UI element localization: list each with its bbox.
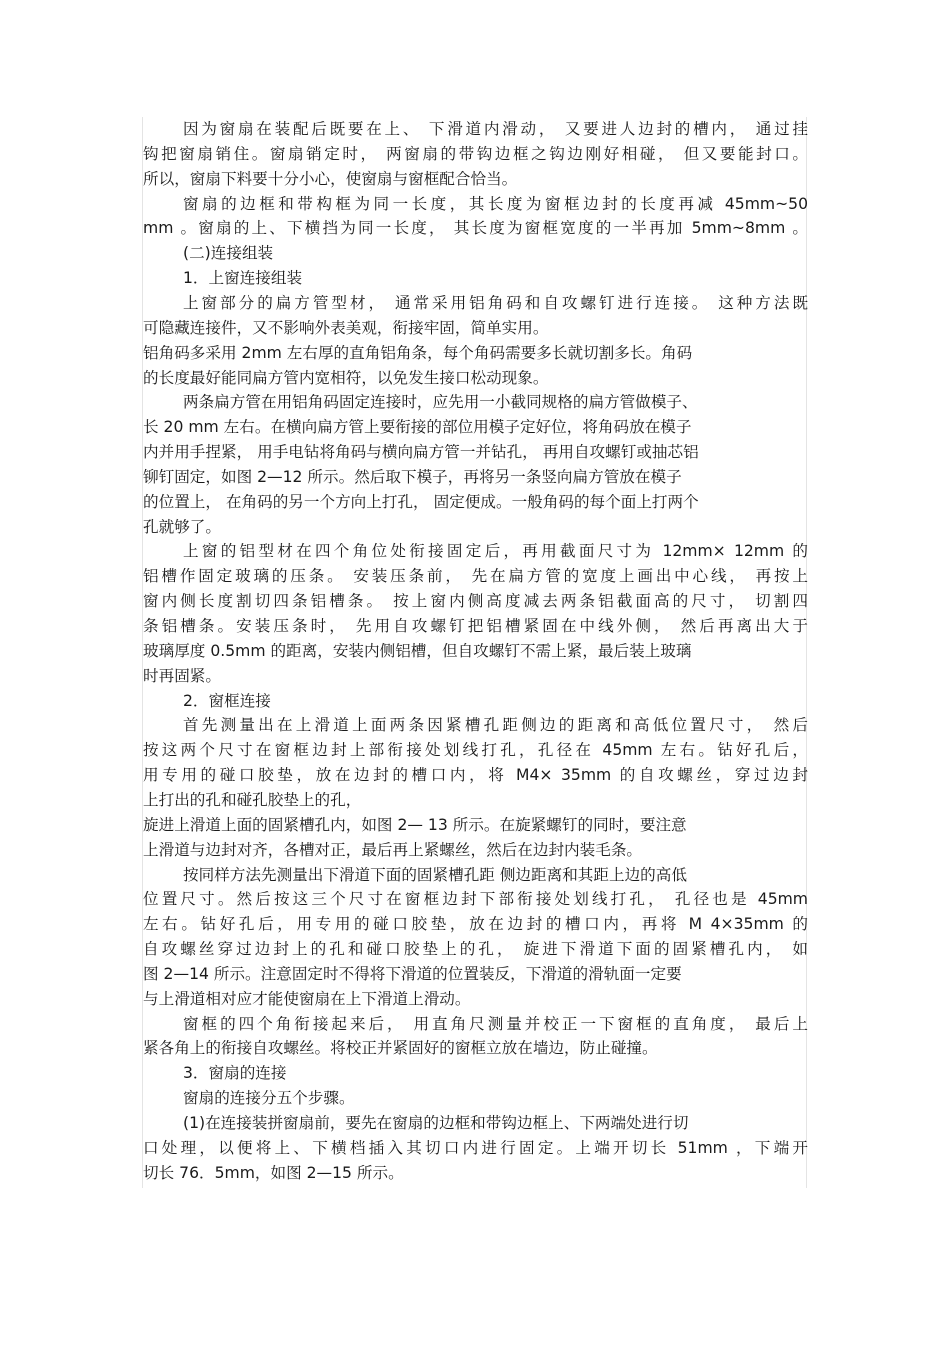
text-line: 与上滑道相对应才能使窗扇在上下滑道上滑动。 [143, 989, 471, 1008]
text-line: 窗框的四个角衔接起来后， 用直角尺测量并校正一下窗框的直角度， 最后上 [183, 1014, 808, 1033]
text-line: 按同样方法先测量出下滑道下面的固紧槽孔距 侧边距离和其距上边的高低 [183, 865, 687, 884]
text-line: 2．窗框连接 [183, 691, 271, 710]
text-line: 上滑道与边封对齐，各槽对正，最后再上紧螺丝，然后在边封内装毛条。 [143, 840, 643, 859]
text-line: 自攻螺丝穿过边封上的孔和碰口胶垫上的孔， 旋进下滑道下面的固紧槽孔内， 如 [143, 940, 808, 959]
text-line: 窗扇的边框和带构框为同一长度，其长度为窗框边封的长度再减 45mm~50 [183, 194, 808, 213]
text-line: 切长 76．5mm，如图 2—15 所示。 [143, 1163, 404, 1182]
text-line: 铝槽作固定玻璃的压条。 安装压条前， 先在扁方管的宽度上画出中心线， 再按上 [143, 567, 808, 586]
text-line: 铝角码多采用 2mm 左右厚的直角铝角条，每个角码需要多长就切割多长。角码 [143, 343, 693, 362]
text-line: (二)连接组装 [183, 244, 274, 263]
text-line: 孔就够了。 [143, 517, 221, 536]
text-line: 的位置上， 在角码的另一个方向上打孔， 固定便成。一般角码的每个面上打两个 [143, 492, 699, 511]
text-line: 铆钉固定，如图 2—12 所示。然后取下模子，再将另一条竖向扁方管放在模子 [143, 467, 682, 486]
text-line: 3．窗扇的连接 [183, 1064, 287, 1083]
text-line: 内并用手捏紧， 用手电钻将角码与横向扁方管一并钻孔， 再用自攻螺钉或抽芯铝 [143, 443, 699, 462]
text-line: 玻璃厚度 0.5mm 的距离，安装内侧铝槽，但自攻螺钉不需上紧，最后装上玻璃 [143, 641, 692, 660]
text-line: 上窗部分的扁方管型材， 通常采用铝角码和自攻螺钉进行连接。 这种方法既 [183, 293, 808, 312]
text-line: mm 。窗扇的上、下横挡为同一长度， 其长度为窗框宽度的一半再加 5mm~8mm 。 [143, 219, 808, 238]
text-line: 因为窗扇在装配后既要在上、 下滑道内滑动， 又要进人边封的槽内， 通过挂 [183, 120, 808, 138]
text-line: 条铝槽条。安装压条时， 先用自攻螺钉把铝槽紧固在中线外侧， 然后再离出大于 [143, 617, 808, 635]
text-line: 可隐藏连接件，又不影响外表美观，衔接牢固，简单实用。 [143, 318, 549, 337]
text-line: 紧各角上的衔接自攻螺丝。将校正并紧固好的窗框立放在墙边，防止碰撞。 [143, 1039, 658, 1058]
text-line: 所以，窗扇下料要十分小心，使窗扇与窗框配合恰当。 [143, 169, 518, 188]
document-body [142, 117, 807, 1188]
text-line: 按这两个尺寸在窗框边封上部衔接处划线打孔，孔径在 45mm 左右。钻好孔后， [143, 741, 808, 760]
text-line: 窗内侧长度割切四条铝槽条。 按上窗内侧高度减去两条铝截面高的尺寸， 切割四 [143, 592, 808, 611]
text-line: 长 20 mm 左右。在横向扁方管上要衔接的部位用模子定好位，将角码放在模子 [143, 418, 692, 437]
text-line: 的长度最好能同扁方管内宽相符，以免发生接口松动现象。 [143, 368, 549, 387]
text-line: (1)在连接装拼窗扇前，要先在窗扇的边框和带钩边框上、下两端处进行切 [183, 1114, 689, 1132]
text-line: 口处理，以便将上、下横档插入其切口内进行固定。上端开切长 51mm ，下端开 [143, 1138, 808, 1157]
text-line: 左右。钻好孔后，用专用的碰口胶垫，放在边封的槽口内，再将 M 4×35mm 的 [143, 915, 808, 934]
text-line: 旋进上滑道上面的固紧槽孔内，如图 2— 13 所示。在旋紧螺钉的同时，要注意 [143, 815, 687, 834]
text-line: 首先测量出在上滑道上面两条因紧槽孔距侧边的距离和高低位置尺寸， 然后 [183, 716, 808, 735]
text-line: 时再固紧。 [143, 666, 221, 685]
text-line: 上窗的铝型材在四个角位处衔接固定后，再用截面尺寸为 12mm× 12mm 的 [183, 542, 808, 561]
text-line: 1．上窗连接组装 [183, 269, 303, 288]
text-line: 位置尺寸。然后按这三个尺寸在窗框边封下部衔接处划线打孔， 孔径也是 45mm [143, 890, 808, 909]
text-line: 图 2—14 所示。注意固定时不得将下滑道的位置装反，下滑道的滑轨面一定要 [143, 964, 682, 983]
text-line: 用专用的碰口胶垫，放在边封的槽口内，将 M4× 35mm 的自攻螺丝，穿过边封 [143, 766, 808, 785]
text-line: 两条扁方管在用铝角码固定连接时，应先用一小截同规格的扁方管做模子、 [183, 393, 698, 412]
text-line: 窗扇的连接分五个步骤。 [183, 1089, 355, 1108]
text-line: 上打出的孔和碰孔胶垫上的孔， [143, 790, 362, 809]
text-line: 钩把窗扇销住。窗扇销定时， 两窗扇的带钩边框之钩边刚好相碰， 但又要能封口。 [143, 144, 808, 163]
